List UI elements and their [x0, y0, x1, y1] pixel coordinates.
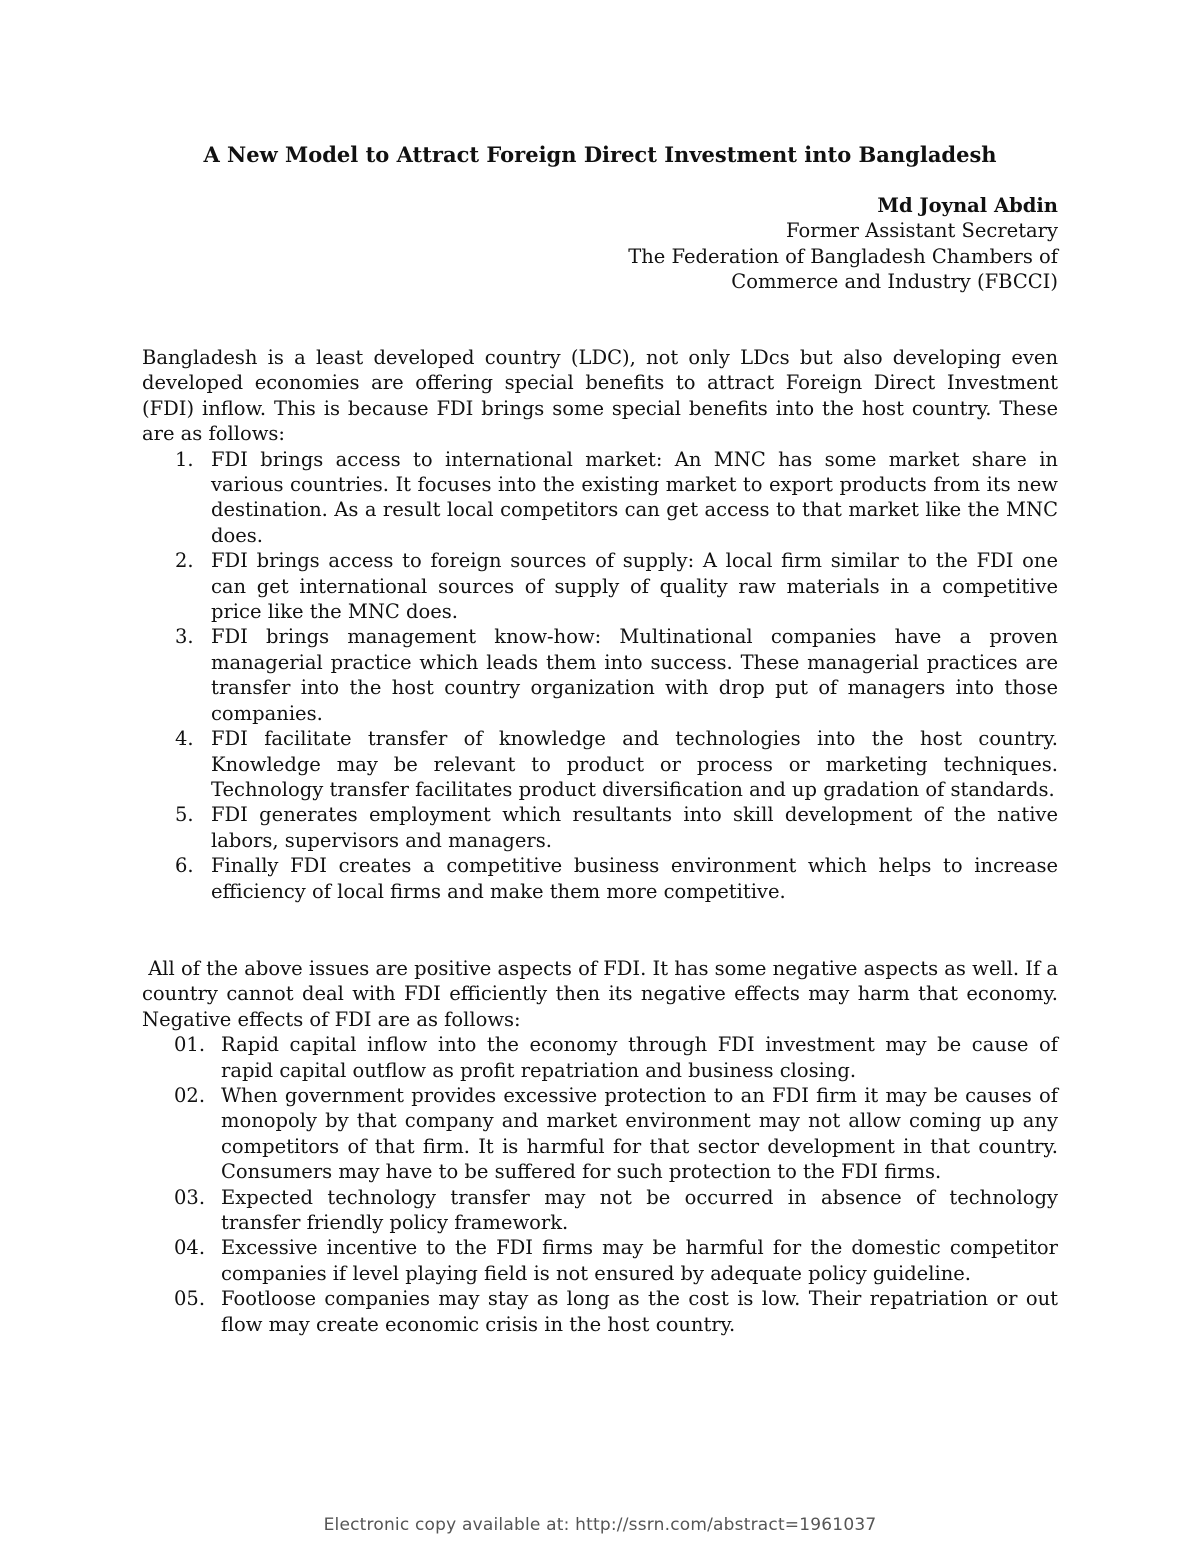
- list-item-text: Rapid capital inflow into the economy through FDI investment may be cause of rapid capital outflow as profit repatriation and business closing.: [221, 1033, 1058, 1082]
- list-item: [142, 726, 1058, 802]
- list-item-number: 03.: [174, 1185, 206, 1209]
- footer-electronic-copy: Electronic copy available at: http://ssrn.com/abstract=1961037: [323, 1515, 877, 1535]
- list-item-number: 02.: [174, 1084, 206, 1108]
- list-item: [142, 624, 1058, 726]
- benefits-list: [142, 447, 1058, 904]
- list-item-text: Finally FDI creates a competitive business environment which helps to increase efficiency of local firms and make them more competitive.: [211, 854, 1058, 903]
- negative-intro-paragraph: All of the above issues are positive aspects of FDI. It has some negative aspects as well. If a country cannot deal with FDI efficiently then its negative effects may harm that economy. Negative effects of FDI are as follows:: [142, 957, 1065, 1031]
- list-item-text: FDI brings management know-how: Multinational companies have a proven managerial practice which leads them into success. These managerial practices are transfer into the host country organization with drop put of managers into those companies.: [211, 625, 1058, 725]
- list-item-number: 05.: [174, 1287, 206, 1311]
- list-item-number: 01.: [174, 1033, 206, 1057]
- list-item: [142, 1083, 1058, 1185]
- negatives-list: [142, 1032, 1058, 1337]
- list-item: [142, 802, 1058, 853]
- document-title: A New Model to Attract Foreign Direct Investment into Bangladesh: [203, 142, 997, 167]
- author-position: Former Assistant Secretary: [786, 219, 1058, 243]
- list-item: [142, 853, 1058, 904]
- intro-paragraph: Bangladesh is a least developed country (LDC), not only LDcs but also developing even developed economies are offering special benefits to attract Foreign Direct Investment (FDI) inflow. This is because FDI brings some special benefits into the host country. These are as follows:: [142, 346, 1058, 446]
- author-name: Md Joynal Abdin: [877, 194, 1058, 217]
- list-item: [142, 1286, 1058, 1337]
- list-item-text: Excessive incentive to the FDI firms may be harmful for the domestic competitor companies if level playing field is not ensured by adequate policy guideline.: [221, 1236, 1058, 1285]
- list-item-number: 3.: [175, 625, 194, 649]
- list-item-text: FDI brings access to foreign sources of supply: A local firm similar to the FDI one can get international sources of supply of quality raw materials in a competitive price like the MNC does.: [211, 549, 1058, 624]
- list-item-text: FDI brings access to international market: An MNC has some market share in various countries. It focuses into the existing market to export products from its new destination. As a result local competitors can get access to that market like the MNC does.: [211, 447, 1058, 547]
- benefits-section: [142, 345, 1058, 904]
- list-item-number: 6.: [175, 854, 194, 878]
- author-organization-line-1: The Federation of Bangladesh Chambers of: [628, 244, 1058, 268]
- list-item: [142, 447, 1058, 549]
- author-block: [628, 193, 1058, 295]
- list-item-text: FDI generates employment which resultants into skill development of the native labors, supervisors and managers.: [211, 803, 1058, 852]
- author-organization-line-2: Commerce and Industry (FBCCI): [731, 270, 1058, 294]
- negatives-section: [142, 956, 1065, 1337]
- list-item: [142, 1032, 1058, 1083]
- list-item: [142, 1235, 1058, 1286]
- list-item-number: 4.: [175, 727, 194, 751]
- list-item: [142, 548, 1058, 624]
- list-item-number: 04.: [174, 1236, 206, 1260]
- list-item-text: Footloose companies may stay as long as the cost is low. Their repatriation or out flow may create economic crisis in the host country.: [221, 1287, 1058, 1336]
- list-item-number: 5.: [175, 803, 194, 827]
- list-item-text: Expected technology transfer may not be occurred in absence of technology transfer friendly policy framework.: [221, 1185, 1058, 1235]
- list-item-text: FDI facilitate transfer of knowledge and technologies into the host country. Knowledge may be relevant to product or process or marketing techniques. Technology transfer facilitates product diversification and up gradation of standards.: [211, 727, 1058, 801]
- list-item-text: When government provides excessive protection to an FDI firm it may be causes of monopoly by that company and market environment may not allow coming up any competitors of that firm. It is harmful for that sector development in that country. Consumers may have to be suffered for such protection to the FDI firms.: [221, 1084, 1058, 1184]
- list-item-number: 2.: [175, 549, 194, 573]
- list-item-number: 1.: [175, 447, 194, 471]
- list-item: [142, 1185, 1058, 1236]
